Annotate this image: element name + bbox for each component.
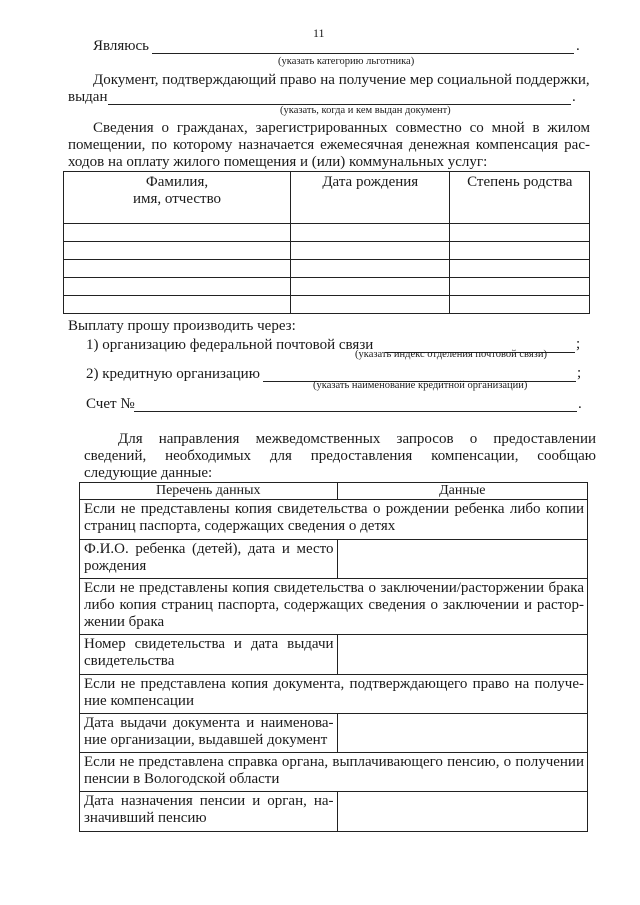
payment-option-post-hint: (указать индекс отделения почтовой связи) [355,349,547,360]
row-child-name-label: Ф.И.О. ребенка (детей), дата и место рождения [80,540,338,579]
column-header-relation: Степень родства [450,172,590,224]
page-number: 11 [313,26,325,40]
status-period: . [576,38,580,54]
row-marriage-certificate-note: Если не представлены копия свидетельства о заключении/расторжении брака либо копия страниц паспорта, содержащих сведения о заключении и растор-жении брака [80,579,588,635]
data-table [79,482,588,832]
table-row [80,540,588,579]
row-birth-certificate-note: Если не представлены копия свидетельства о рождении ребенка либо копии страниц паспорта, содержащих сведения о детях [80,500,588,540]
citizens-line-3: ходов на оплату жилого помещения и (или) коммунальных услуг: [68,154,488,170]
interagency-line-1: Для направления межведомственных запросов о предоставлении [118,431,596,447]
interagency-line-3: следующие данные: [84,465,213,481]
table-row [64,278,590,296]
column-header-list: Перечень данных [80,483,338,500]
account-label: Счет № [86,396,135,412]
table-row [80,579,588,635]
status-hint: (указать категорию льготника) [278,56,415,67]
payment-option-credit-semicolon: ; [577,365,582,381]
interagency-line-2: сведений, необходимых для предоставления компенсации, сообщаю [84,448,596,464]
row-certificate-number-label: Номер свидетельства и дата выдачи свидетельства [80,635,338,675]
table-row [64,242,590,260]
status-field[interactable] [152,53,574,54]
document-issued-label: выдан [68,89,108,105]
document-hint: (указать, когда и кем выдан документ) [280,105,451,116]
table-row [80,792,588,832]
row-child-name-value[interactable] [337,540,587,579]
row-certificate-number-value[interactable] [337,635,587,675]
table-row [80,675,588,714]
row-pension-date-label: Дата назначения пенсии и орган, на-значивший пенсию [80,792,338,832]
table-row [64,260,590,278]
document-text: Документ, подтверждающий право на получение мер социальной поддержки, [93,72,590,88]
table-row [64,296,590,314]
payment-option-credit-hint: (указать наименование кредитной организации) [313,380,528,391]
table-row [64,224,590,242]
table-row [80,635,588,675]
table-row [80,500,588,540]
payment-title: Выплату прошу производить через: [68,318,296,334]
table-row [80,714,588,753]
status-label: Являюсь [93,38,149,54]
column-header-name: Фамилия, имя, отчество [64,172,291,224]
table-row [80,753,588,792]
account-field[interactable] [134,411,577,412]
citizens-line-1: Сведения о гражданах, зарегистрированных совместно со мной в жилом [93,120,590,136]
row-entitlement-document-note: Если не представлена копия документа, подтверждающего право на получе-ние компенсации [80,675,588,714]
column-header-birthdate: Дата рождения [291,172,450,224]
row-document-issue-value[interactable] [337,714,587,753]
payment-option-post-semicolon: ; [576,336,581,352]
row-document-issue-label: Дата выдачи документа и наименова-ние организации, выдавшей документ [80,714,338,753]
citizens-table [63,171,590,314]
account-period: . [578,396,582,412]
row-pension-date-value[interactable] [337,792,587,832]
payment-option-post-label: 1) организацию федеральной почтовой связи [86,337,374,353]
row-pension-certificate-note: Если не представлена справка органа, выплачивающего пенсию, о получении пенсии в Вологодской области [80,753,588,792]
citizens-line-2: помещении, по которому назначается ежемесячная денежная компенсация рас- [68,137,590,153]
payment-option-credit-label: 2) кредитную организацию [86,366,260,382]
document-period: . [572,89,576,105]
column-header-data: Данные [337,483,587,500]
